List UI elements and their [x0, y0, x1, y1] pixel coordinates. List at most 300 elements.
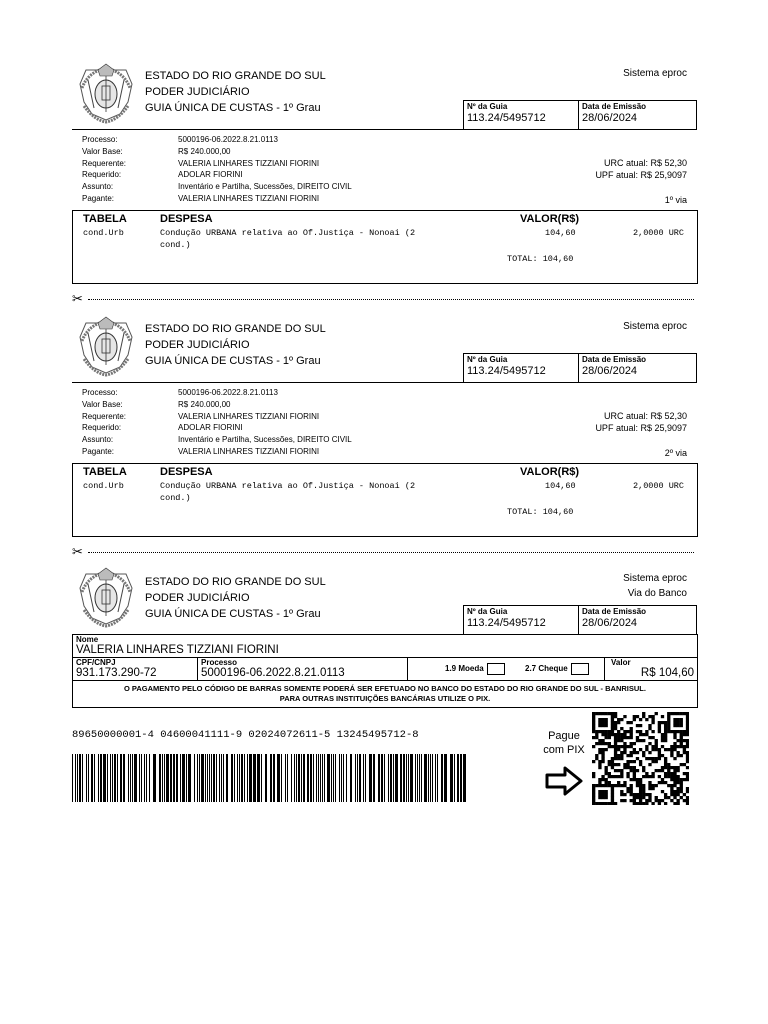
qr-module — [617, 748, 620, 751]
barcode-bar — [381, 754, 383, 802]
process-info — [82, 387, 352, 458]
qr-module — [658, 799, 661, 802]
qr-module — [630, 787, 633, 790]
qr-module — [648, 736, 651, 739]
qr-module — [614, 727, 617, 730]
qr-module — [642, 733, 645, 736]
barcode-bar — [226, 754, 228, 802]
guide-number-box — [463, 353, 579, 383]
expense-desc-2: cond.) — [160, 240, 191, 250]
qr-module — [617, 769, 620, 772]
qr-module — [617, 736, 620, 739]
qr-module — [620, 784, 623, 787]
qr-module — [664, 793, 667, 796]
qr-module — [680, 763, 683, 766]
qr-module — [642, 796, 645, 799]
qr-module — [673, 724, 676, 727]
expense-value: 104,60 — [545, 228, 576, 238]
qr-module — [648, 763, 651, 766]
qr-module — [686, 778, 689, 781]
qr-module — [658, 781, 661, 784]
qr-module — [623, 799, 626, 802]
qr-module — [655, 799, 658, 802]
expense-desc-1: Condução URBANA relativa ao Of.Justiça - Nonoai (2 — [160, 228, 416, 238]
qr-module — [630, 730, 633, 733]
moeda-option — [445, 663, 505, 675]
barcode-bar — [415, 754, 416, 802]
label-processo: Processo: — [82, 135, 118, 144]
qr-module — [648, 724, 651, 727]
barcode-bar — [410, 754, 413, 802]
qr-module — [664, 802, 667, 805]
qr-module — [636, 802, 639, 805]
qr-module — [680, 739, 683, 742]
qr-module — [658, 757, 661, 760]
qr-module — [651, 715, 654, 718]
barcode-bar — [390, 754, 392, 802]
barcode-bar — [333, 754, 334, 802]
qr-module — [623, 748, 626, 751]
barcode-bar — [134, 754, 137, 802]
upf-value: UPF atual: R$ 25,9097 — [595, 422, 687, 433]
qr-module — [608, 775, 611, 778]
qr-module — [623, 784, 626, 787]
barcode-bar — [239, 754, 240, 802]
qr-module — [626, 790, 629, 793]
barcode-bar — [146, 754, 147, 802]
upf-value: UPF atual: R$ 25,9097 — [595, 169, 687, 180]
barcode-bar — [257, 754, 260, 802]
qr-module — [636, 778, 639, 781]
qr-module — [651, 775, 654, 778]
qr-module — [620, 736, 623, 739]
qr-module — [614, 724, 617, 727]
qr-module — [617, 730, 620, 733]
qr-module — [673, 721, 676, 724]
barcode-bar — [117, 754, 118, 802]
label-pagante: Pagante: — [82, 446, 115, 456]
barcode-bar — [441, 754, 443, 802]
qr-module — [614, 742, 617, 745]
cheque-checkbox[interactable] — [571, 663, 589, 675]
qr-module — [655, 769, 658, 772]
qr-module — [633, 802, 636, 805]
qr-module — [611, 745, 614, 748]
qr-module — [673, 781, 676, 784]
amount-field — [604, 657, 698, 681]
qr-module — [661, 799, 664, 802]
expense-table — [72, 210, 698, 284]
process-info — [82, 134, 352, 205]
qr-module — [626, 787, 629, 790]
qr-module — [636, 739, 639, 742]
qr-module — [661, 739, 664, 742]
qr-module — [617, 757, 620, 760]
qr-module — [614, 748, 617, 751]
qr-module — [664, 730, 667, 733]
qr-module — [626, 730, 629, 733]
qr-module — [605, 802, 608, 805]
qr-module — [661, 790, 664, 793]
qr-module — [680, 754, 683, 757]
qr-module — [633, 742, 636, 745]
barcode-bar — [316, 754, 317, 802]
qr-module — [623, 766, 626, 769]
qr-module — [642, 790, 645, 793]
index-values — [595, 411, 687, 434]
qr-module — [605, 766, 608, 769]
qr-module — [676, 787, 679, 790]
qr-module — [655, 742, 658, 745]
barcode-bar — [287, 754, 288, 802]
qr-module — [614, 763, 617, 766]
qr-module — [598, 778, 601, 781]
expense-total: TOTAL: 104,60 — [507, 507, 574, 517]
qr-module — [686, 745, 689, 748]
expense-urc: 2,0000 URC — [633, 228, 685, 238]
qr-module — [592, 727, 595, 730]
barcode-bar — [186, 754, 187, 802]
qr-module — [598, 751, 601, 754]
qr-module — [680, 730, 683, 733]
qr-module — [601, 718, 604, 721]
qr-module — [605, 736, 608, 739]
qr-module — [601, 793, 604, 796]
qr-module — [667, 715, 670, 718]
barcode-bar — [310, 754, 312, 802]
qr-module — [683, 730, 686, 733]
header-state: ESTADO DO RIO GRANDE DO SUL — [145, 70, 326, 82]
barcode-bar — [444, 754, 447, 802]
qr-module — [592, 718, 595, 721]
barcode-bar — [428, 754, 429, 802]
qr-module — [633, 796, 636, 799]
qr-module — [673, 772, 676, 775]
qr-module — [633, 715, 636, 718]
qr-module — [655, 784, 658, 787]
qr-module — [664, 796, 667, 799]
issue-date-label: Data de Emissão — [582, 102, 647, 111]
qr-module — [673, 712, 676, 715]
qr-module — [611, 760, 614, 763]
right-arrow-icon — [545, 766, 583, 796]
qr-module — [642, 751, 645, 754]
qr-module — [636, 715, 639, 718]
qr-module — [601, 739, 604, 742]
qr-module — [598, 766, 601, 769]
amount-label: Valor — [611, 658, 631, 667]
pix-qr-code[interactable] — [592, 712, 689, 805]
barcode-bar — [223, 754, 224, 802]
qr-module — [670, 745, 673, 748]
qr-module — [670, 754, 673, 757]
qr-module — [614, 745, 617, 748]
qr-module — [676, 754, 679, 757]
qr-module — [617, 745, 620, 748]
barcode-bar — [357, 754, 358, 802]
qr-module — [630, 736, 633, 739]
barcode-bar — [123, 754, 125, 802]
moeda-checkbox[interactable] — [487, 663, 505, 675]
qr-module — [592, 730, 595, 733]
qr-module — [598, 793, 601, 796]
qr-module — [651, 787, 654, 790]
qr-module — [670, 778, 673, 781]
qr-module — [680, 796, 683, 799]
qr-module — [642, 754, 645, 757]
expense-value: 104,60 — [545, 481, 576, 491]
payer-name-label: Nome — [76, 635, 99, 644]
label-valor-base: Valor Base: — [82, 146, 123, 156]
barcode-bar — [341, 754, 342, 802]
qr-module — [605, 730, 608, 733]
qr-module — [633, 778, 636, 781]
barcode-bar — [450, 754, 453, 802]
label-requerente: Requerente: — [82, 158, 127, 168]
qr-module — [620, 772, 623, 775]
qr-module — [605, 769, 608, 772]
qr-module — [667, 784, 670, 787]
issue-date-box — [578, 605, 697, 635]
qr-module — [642, 769, 645, 772]
barcode-bar — [285, 754, 286, 802]
qr-module — [639, 778, 642, 781]
qr-module — [620, 739, 623, 742]
barcode-bar — [307, 754, 309, 802]
barcode-bar — [331, 754, 332, 802]
barcode-bar — [77, 754, 78, 802]
qr-module — [592, 793, 595, 796]
qr-module — [626, 775, 629, 778]
qr-module — [648, 784, 651, 787]
qr-module — [592, 745, 595, 748]
qr-module — [626, 763, 629, 766]
qr-module — [601, 733, 604, 736]
header-branch: PODER JUDICIÁRIO — [145, 86, 250, 98]
barcode-bar — [107, 754, 108, 802]
barcode-bar — [182, 754, 185, 802]
qr-module — [645, 802, 648, 805]
qr-module — [676, 802, 679, 805]
coat-of-arms-logo — [78, 62, 134, 124]
barcode-bar — [395, 754, 398, 802]
qr-module — [642, 784, 645, 787]
qr-module — [617, 718, 620, 721]
qr-module — [683, 748, 686, 751]
qr-module — [636, 730, 639, 733]
assunto-value: Inventário e Partilha, Sucessões, DIREITO CIVIL — [178, 182, 352, 192]
qr-module — [686, 721, 689, 724]
qr-module — [658, 751, 661, 754]
qr-module — [614, 802, 617, 805]
qr-module — [623, 715, 626, 718]
qr-module — [608, 745, 611, 748]
qr-module — [676, 799, 679, 802]
qr-module — [608, 712, 611, 715]
qr-module — [673, 736, 676, 739]
qr-module — [670, 712, 673, 715]
barcode-bar — [247, 754, 248, 802]
qr-module — [595, 742, 598, 745]
qr-module — [636, 796, 639, 799]
header-guide-title: GUIA ÚNICA DE CUSTAS - 1º Grau — [145, 102, 321, 114]
qr-module — [611, 733, 614, 736]
barcode-bar — [79, 754, 81, 802]
qr-module — [630, 769, 633, 772]
barcode-bar — [82, 754, 83, 802]
issue-date-box — [578, 100, 697, 130]
qr-module — [686, 775, 689, 778]
barcode-bar — [363, 754, 364, 802]
label-valor-base: Valor Base: — [82, 399, 123, 409]
barcode-bar — [166, 754, 169, 802]
qr-module — [630, 790, 633, 793]
guide-number-label: Nº da Guia — [467, 355, 508, 364]
label-requerido: Requerido: — [82, 423, 122, 433]
barcode-bar — [194, 754, 195, 802]
qr-module — [626, 745, 629, 748]
qr-module — [661, 745, 664, 748]
barcode-bar — [241, 754, 243, 802]
qr-module — [623, 781, 626, 784]
barcode-bar — [384, 754, 385, 802]
qr-module — [676, 718, 679, 721]
payment-notice — [73, 684, 697, 704]
issue-date: 28/06/2024 — [582, 365, 638, 377]
barcode-bar — [128, 754, 129, 802]
barcode-bar — [188, 754, 191, 802]
payer-name-field — [72, 634, 698, 658]
qr-module — [680, 736, 683, 739]
qr-module — [645, 748, 648, 751]
qr-module — [686, 751, 689, 754]
cut-line — [88, 299, 694, 300]
expense-desc-2: cond.) — [160, 493, 191, 503]
qr-module — [661, 781, 664, 784]
qr-module — [626, 760, 629, 763]
qr-module — [686, 772, 689, 775]
qr-module — [655, 760, 658, 763]
qr-module — [642, 787, 645, 790]
qr-module — [598, 802, 601, 805]
qr-module — [611, 790, 614, 793]
barcode-bar — [253, 754, 256, 802]
qr-module — [623, 793, 626, 796]
qr-module — [605, 790, 608, 793]
qr-module — [617, 763, 620, 766]
qr-module — [623, 733, 626, 736]
qr-module — [639, 793, 642, 796]
barcode-bar — [281, 754, 282, 802]
qr-module — [670, 730, 673, 733]
qr-module — [683, 751, 686, 754]
qr-module — [598, 739, 601, 742]
qr-module — [673, 790, 676, 793]
col-tabela: TABELA — [83, 466, 127, 478]
qr-module — [611, 802, 614, 805]
qr-module — [655, 745, 658, 748]
qr-module — [667, 727, 670, 730]
col-valor: VALOR(R$) — [520, 213, 580, 225]
qr-module — [630, 745, 633, 748]
requerente-value: VALERIA LINHARES TIZZIANI FIORINI — [178, 411, 320, 421]
qr-module — [633, 718, 636, 721]
qr-module — [598, 781, 601, 784]
qr-module — [592, 721, 595, 724]
qr-module — [667, 775, 670, 778]
urc-value: URC atual: R$ 52,30 — [603, 411, 687, 421]
barcode-bar — [141, 754, 142, 802]
qr-module — [620, 754, 623, 757]
header-branch: PODER JUDICIÁRIO — [145, 592, 250, 604]
barcode-bar — [234, 754, 235, 802]
qr-module — [676, 751, 679, 754]
qr-module — [651, 736, 654, 739]
barcode-bar — [365, 754, 366, 802]
qr-module — [670, 766, 673, 769]
label-assunto: Assunto: — [82, 435, 114, 445]
qr-module — [645, 799, 648, 802]
qr-module — [605, 748, 608, 751]
amount-value: R$ 104,60 — [640, 667, 694, 679]
qr-module — [648, 727, 651, 730]
qr-module — [633, 769, 636, 772]
qr-module — [658, 748, 661, 751]
barcode-bar — [294, 754, 295, 802]
assunto-value: Inventário e Partilha, Sucessões, DIREITO CIVIL — [178, 435, 352, 445]
barcode-bar — [120, 754, 122, 802]
qr-module — [658, 802, 661, 805]
qr-module — [686, 796, 689, 799]
qr-module — [680, 721, 683, 724]
barcode-bar — [277, 754, 280, 802]
barcode — [72, 754, 466, 802]
header-divider — [72, 129, 464, 130]
barcode-bar — [265, 754, 267, 802]
qr-module — [670, 793, 673, 796]
qr-module — [673, 769, 676, 772]
qr-module — [639, 748, 642, 751]
qr-module — [676, 775, 679, 778]
qr-module — [658, 754, 661, 757]
qr-module — [614, 754, 617, 757]
expense-table — [72, 463, 698, 537]
qr-module — [620, 757, 623, 760]
qr-module — [670, 775, 673, 778]
qr-module — [673, 742, 676, 745]
qr-module — [645, 772, 648, 775]
qr-module — [664, 766, 667, 769]
qr-module — [605, 772, 608, 775]
expense-code: cond.Urb — [83, 481, 124, 491]
guide-number-box — [463, 605, 579, 635]
payment-method-field — [407, 657, 605, 681]
issue-date-label: Data de Emissão — [582, 607, 647, 616]
barcode-bar — [199, 754, 200, 802]
qr-module — [661, 733, 664, 736]
qr-module — [670, 790, 673, 793]
qr-module — [676, 739, 679, 742]
qr-module — [626, 754, 629, 757]
qr-module — [614, 721, 617, 724]
qr-module — [636, 736, 639, 739]
qr-module — [626, 736, 629, 739]
qr-module — [630, 799, 633, 802]
qr-module — [686, 760, 689, 763]
qr-module — [676, 778, 679, 781]
qr-module — [664, 739, 667, 742]
qr-module — [595, 754, 598, 757]
